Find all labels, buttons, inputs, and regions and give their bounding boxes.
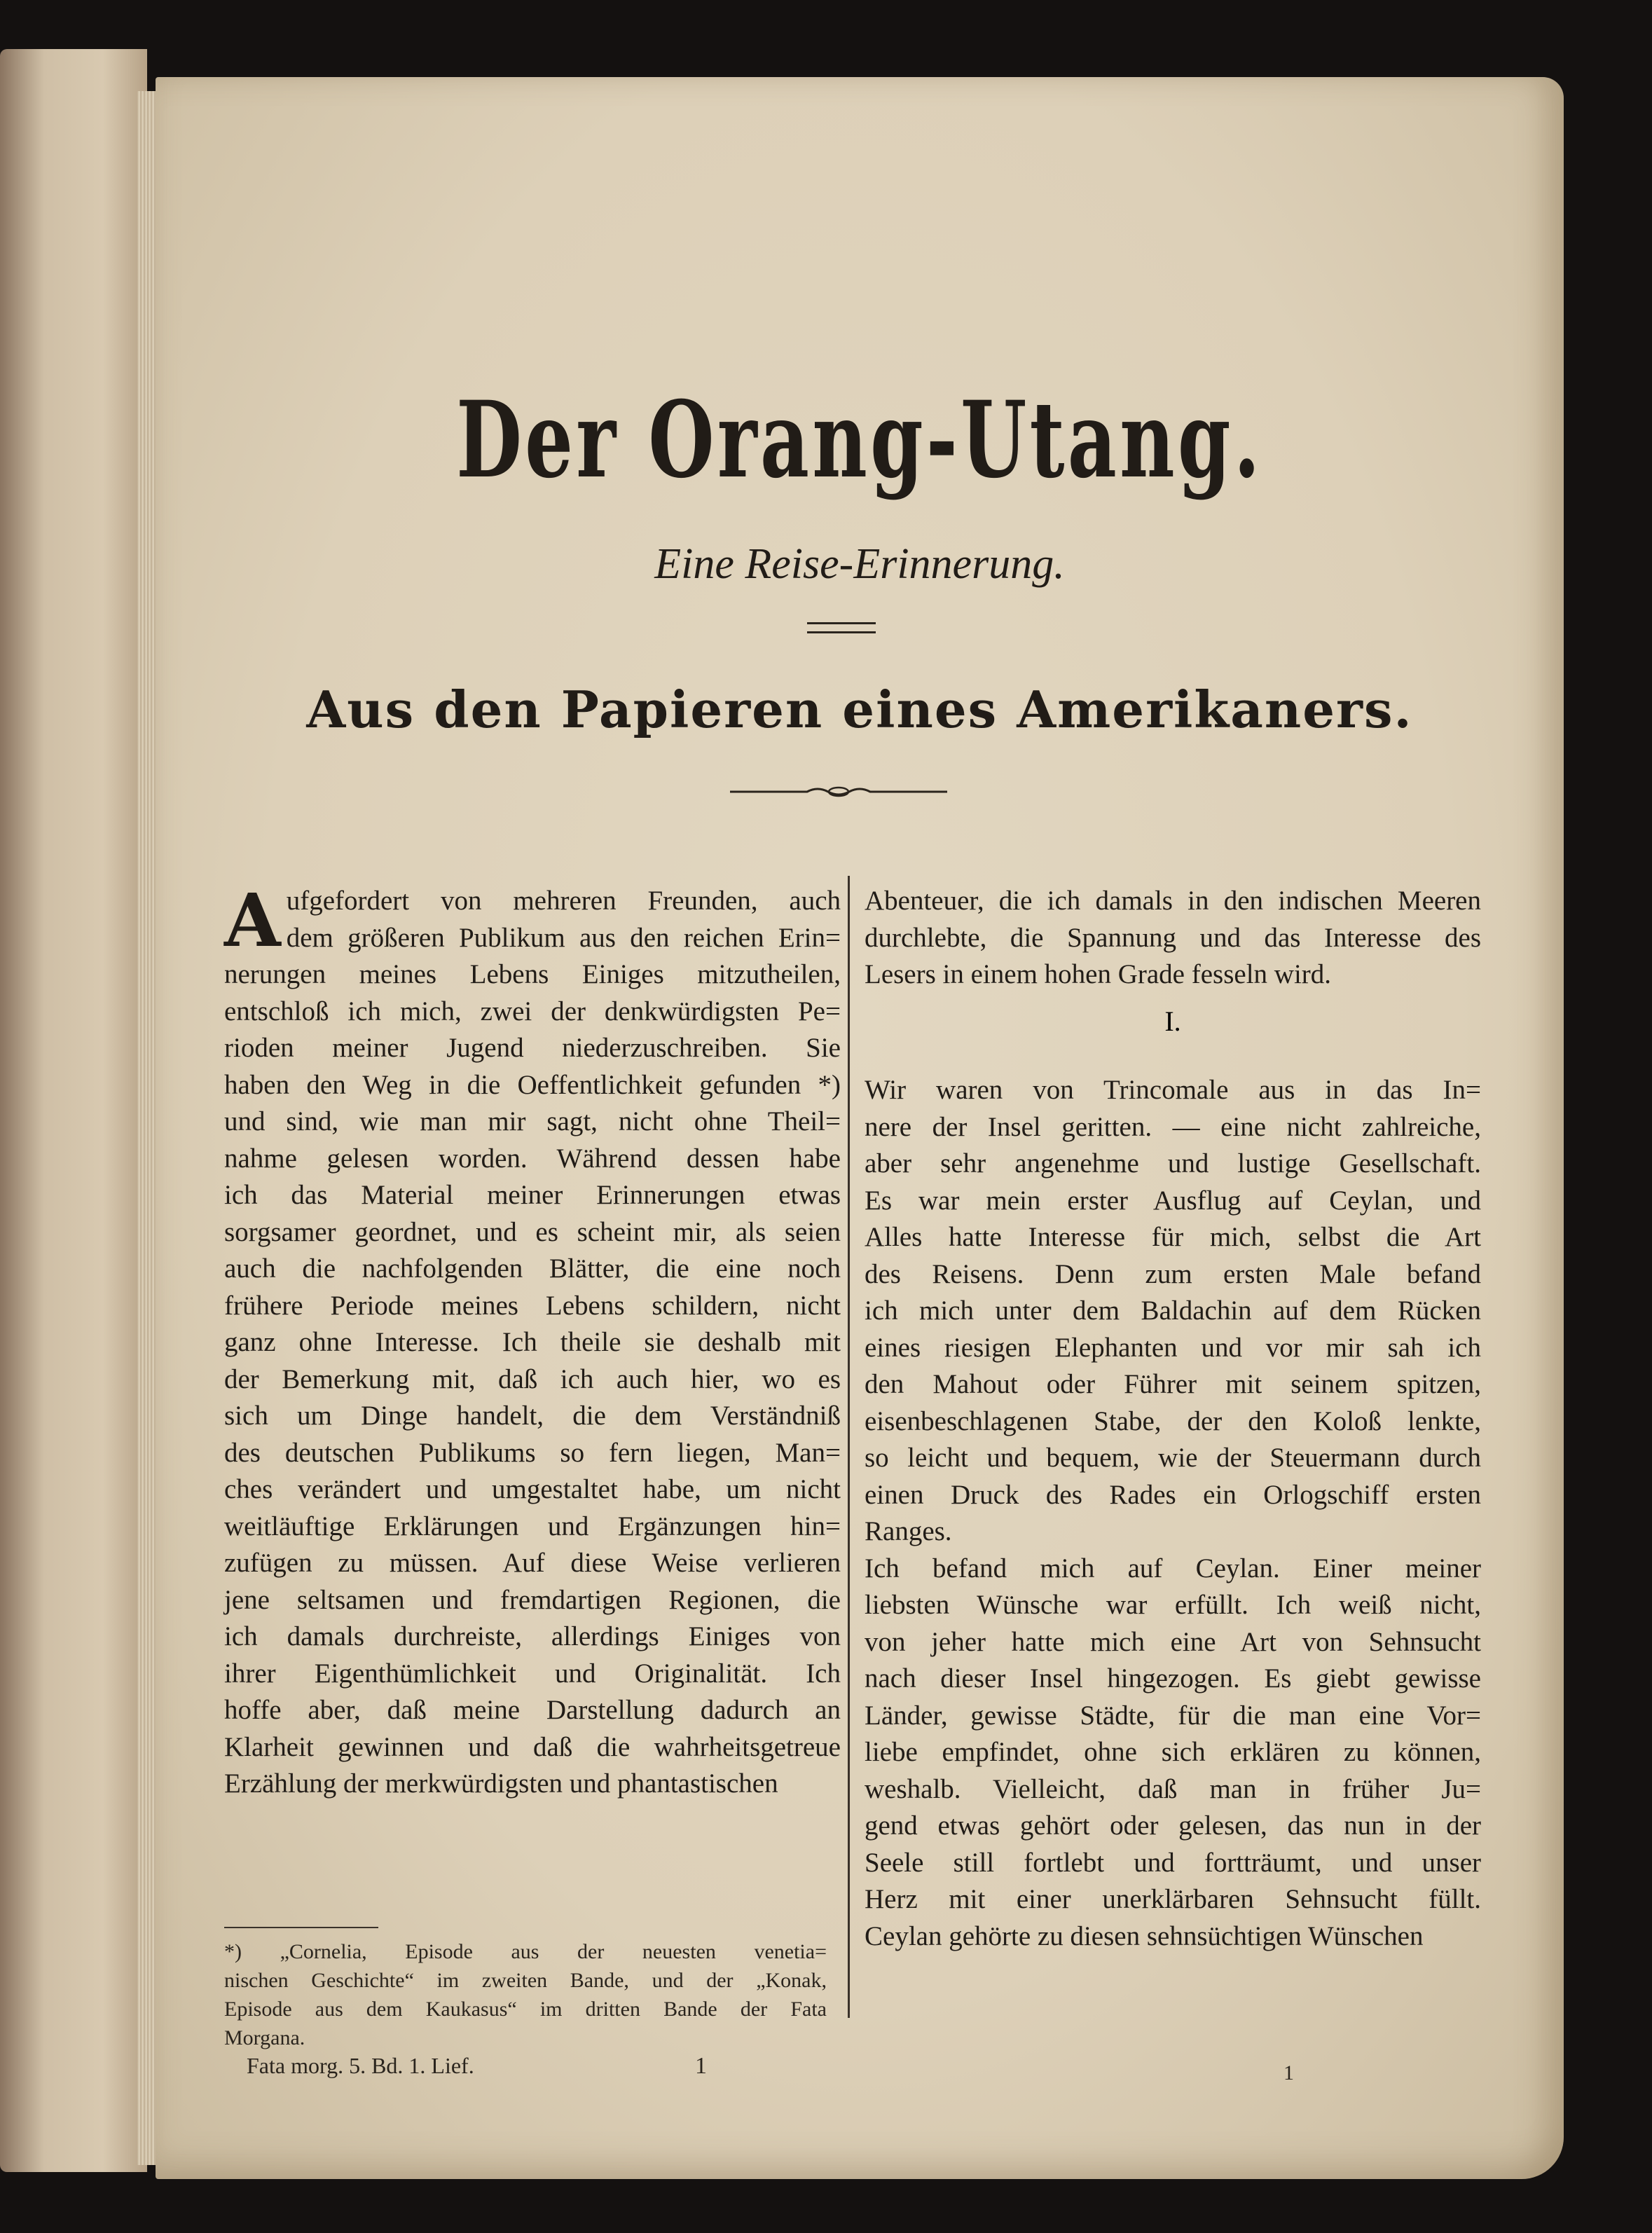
text-line: aber sehr angenehme und lustige Gesellschaft.	[865, 1148, 1481, 1179]
text-line: Ich befand mich auf Ceylan. Einer meiner	[865, 1553, 1481, 1583]
text-line: auch die nachfolgenden Blätter, die eine noch	[224, 1253, 841, 1284]
text-line: dem größeren Publikum aus den reichen Erin=	[286, 922, 841, 953]
text-line: den Mahout oder Führer mit seinem spitzen,	[865, 1369, 1481, 1399]
text-line: ches verändert und umgestaltet habe, um nicht	[224, 1474, 841, 1504]
text-line: frühere Periode meines Lebens schildern, nicht	[224, 1290, 841, 1321]
double-rule-divider	[807, 622, 876, 633]
section-heading: Aus den Papieren eines Amerikaners.	[306, 680, 1413, 739]
page-title: Der Orang-Utang.	[456, 378, 1263, 502]
text-line: und sind, wie man mir sagt, nicht ohne Theil=	[224, 1106, 841, 1136]
text-line: hoffe aber, daß meine Darstellung dadurch an	[224, 1695, 841, 1725]
text-line: liebe empfindet, ohne sich erklären zu können,	[865, 1737, 1481, 1767]
text-line: sorgsamer geordnet, und es scheint mir, als seien	[224, 1216, 841, 1247]
text-line: *) „Cornelia, Episode aus der neuesten venetia=	[224, 1940, 827, 1963]
text-line: nerungen meines Lebens Einiges mitzutheilen,	[224, 959, 841, 989]
text-line: ich das Material meiner Erinnerungen etwas	[224, 1180, 841, 1210]
footnote	[224, 1937, 827, 2052]
text-line: weitläuftige Erklärungen und Ergänzungen hin=	[224, 1511, 841, 1541]
text-line: gend etwas gehört oder gelesen, das nun in der	[865, 1811, 1481, 1841]
text-line: der Bemerkung mit, daß ich auch hier, wo es	[224, 1363, 841, 1394]
page-subtitle: Eine Reise-Erinnerung.	[654, 540, 1065, 588]
text-line: ich mich unter dem Baldachin auf dem Rücken	[865, 1296, 1481, 1326]
text-line: nere der Insel geritten. — eine nicht zahlreiche,	[865, 1111, 1481, 1142]
text-line: Es war mein erster Ausflug auf Ceylan, und	[865, 1185, 1481, 1216]
text-line: Abenteuer, die ich damals in den indischen Meeren	[865, 886, 1481, 916]
text-line: Episode aus dem Kaukasus“ im dritten Bande der Fata	[224, 1998, 827, 2021]
text-line: eines riesigen Elephanten und vor mir sah ich	[865, 1332, 1481, 1363]
text-line: haben den Weg in die Oeffentlichkeit gefunden *)	[224, 1069, 841, 1100]
text-line: zufügen zu müssen. Auf diese Weise verlieren	[224, 1548, 841, 1578]
text-line: des Reisens. Denn zum ersten Male befand	[865, 1258, 1481, 1289]
footnote-rule	[224, 1927, 378, 1928]
text-line: von jeher hatte mich eine Art von Sehnsucht	[865, 1626, 1481, 1657]
text-line: so leicht und bequem, wie der Steuermann durch	[865, 1443, 1481, 1473]
text-line: jene seltsamen und fremdartigen Regionen, die	[224, 1584, 841, 1615]
text-line: Wir waren von Trincomale aus in das In=	[865, 1075, 1481, 1105]
text-line: Länder, gewisse Städte, für die man eine Vor=	[865, 1700, 1481, 1731]
text-line: Ceylan gehörte zu diesen sehnsüchtigen Wünschen	[865, 1921, 1424, 1951]
text-line: Ranges.	[865, 1516, 952, 1546]
text-line: liebsten Wünsche war erfüllt. Ich weiß nicht,	[865, 1590, 1481, 1620]
text-line: ufgefordert von mehreren Freunden, auch	[286, 886, 841, 916]
text-line: Klarheit gewinnen und daß die wahrheitsgetreue	[224, 1731, 841, 1762]
text-line: Herz mit einer unerklärbaren Sehnsucht füllt.	[865, 1884, 1481, 1914]
text-line: sich um Dinge handelt, die dem Verständniß	[224, 1401, 841, 1431]
facing-page-edge	[0, 49, 147, 2172]
dropcap-initial: A	[224, 877, 281, 963]
text-line: Lesers in einem hohen Grade fesseln wird.	[865, 959, 1332, 989]
sheet-number-right: 1	[1283, 2061, 1294, 2084]
sheet-number-left: 1	[695, 2053, 707, 2079]
ornament-divider-icon	[730, 778, 947, 806]
text-line: weshalb. Vielleicht, daß man in früher Ju=	[865, 1773, 1481, 1804]
text-line: Seele still fortlebt und fortträumt, und unser	[865, 1847, 1481, 1878]
text-line: Alles hatte Interesse für mich, selbst die Art	[865, 1222, 1481, 1252]
text-line: nahme gelesen worden. Während dessen habe	[224, 1143, 841, 1174]
text-line: einen Druck des Rades ein Orlogschiff ersten	[865, 1479, 1481, 1510]
text-line: entschloß ich mich, zwei der denkwürdigsten Pe=	[224, 996, 841, 1026]
text-line: Morgana.	[224, 2026, 305, 2049]
column-divider	[848, 876, 850, 2018]
book-page	[156, 77, 1564, 2179]
text-line: rioden meiner Jugend niederzuschreiben. Sie	[224, 1033, 841, 1063]
text-line: ihrer Eigenthümlichkeit und Originalität. Ich	[224, 1658, 841, 1689]
chapter-number: I.	[1164, 1005, 1181, 1037]
text-line: nischen Geschichte“ im zweiten Bande, und der „Konak,	[224, 1969, 827, 1992]
text-line: ganz ohne Interesse. Ich theile sie deshalb mit	[224, 1327, 841, 1357]
right-column	[865, 883, 1481, 994]
text-line: durchlebte, die Spannung und das Interesse des	[865, 922, 1481, 953]
text-line: ich damals durchreiste, allerdings Einiges von	[224, 1621, 841, 1651]
text-line: eisenbeschlagenen Stabe, der den Koloß lenkte,	[865, 1406, 1481, 1436]
right-column-continued	[865, 1072, 1481, 1955]
left-column	[224, 877, 841, 1803]
text-line: nach dieser Insel hingezogen. Es giebt gewisse	[865, 1663, 1481, 1693]
text-line: des deutschen Publikums so fern liegen, Man=	[224, 1437, 841, 1468]
text-line: Erzählung der merkwürdigsten und phantastischen	[224, 1768, 778, 1799]
printer-signature: Fata morg. 5. Bd. 1. Lief.	[247, 2053, 474, 2078]
